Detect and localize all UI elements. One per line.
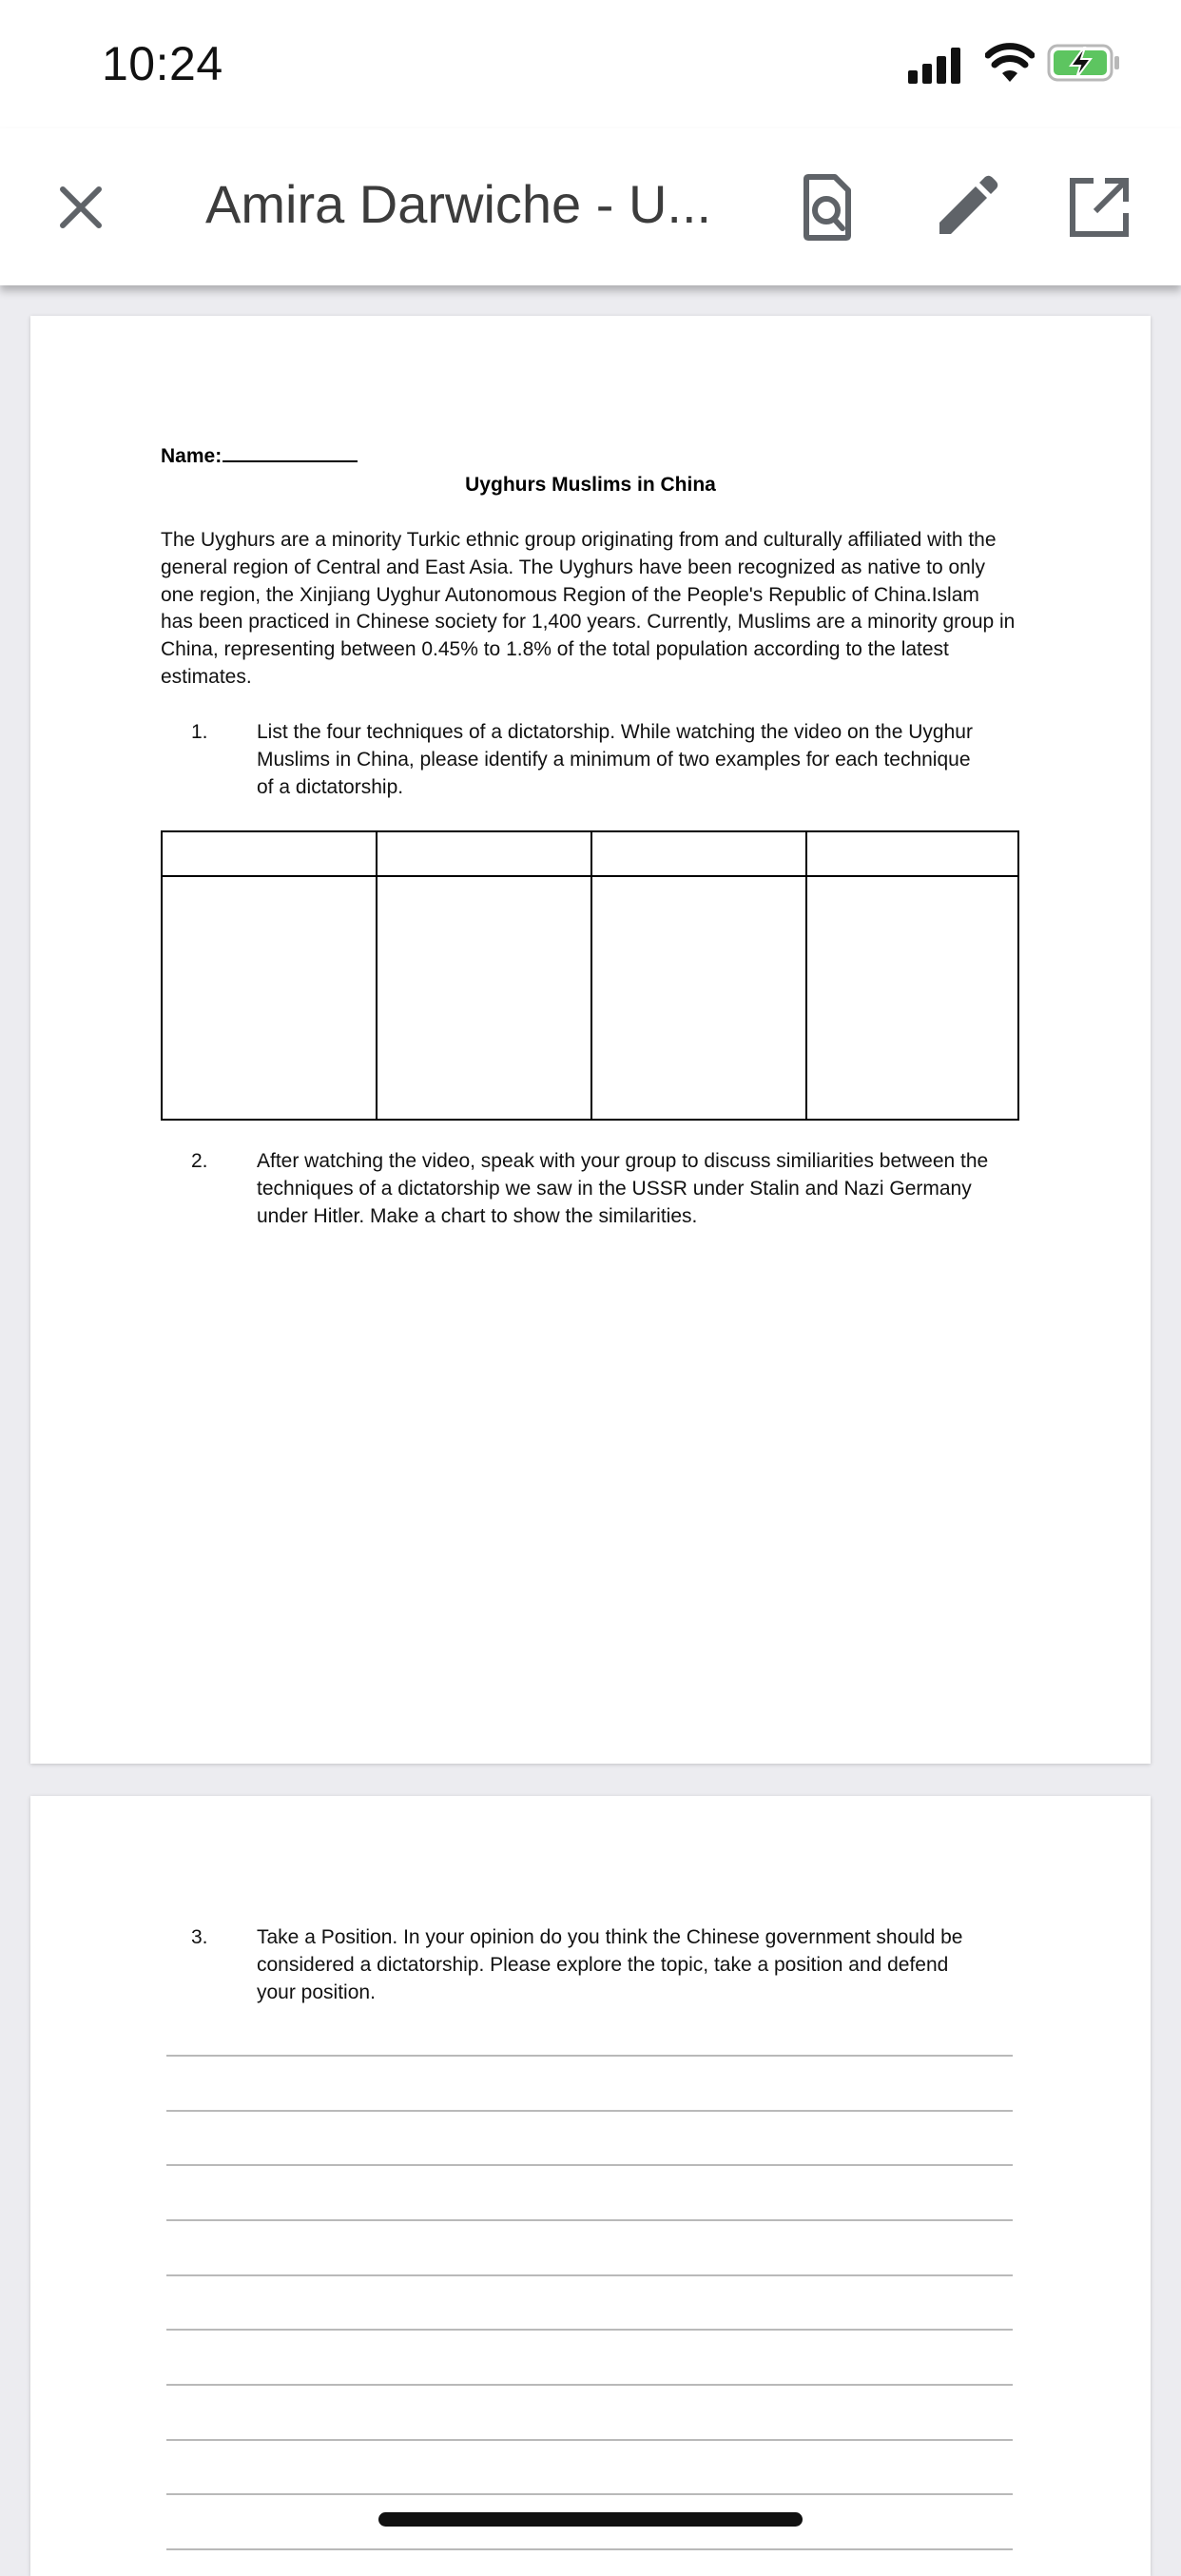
question-1-number: 1. — [191, 721, 208, 743]
worksheet-title: Uyghurs Muslims in China — [465, 474, 716, 496]
battery-charging-icon — [1046, 42, 1122, 84]
app-bar — [0, 128, 1181, 285]
table-header-divider — [163, 875, 1017, 877]
status-time: 10:24 — [102, 37, 223, 90]
question-3-text: Take a Position. In your opinion do you think the Chinese government should be considered a dictatorship. Please explore the topic, take a position and defend your position. — [257, 1926, 963, 2003]
wifi-icon — [985, 42, 1035, 84]
question-2-number: 2. — [191, 1150, 208, 1172]
answer-line — [166, 2493, 1013, 2495]
document-page-2[interactable] — [30, 1796, 1151, 2576]
name-field-label: Name: — [161, 445, 358, 468]
intro-paragraph: The Uyghurs are a minority Turkic ethnic group originating from and culturally affiliated with the general region of Central and East Asia. The Uyghurs have been recognized as native to only one region, the Xinjiang Uyghur Autonomous Region of the People's Republic of China.Islam has been practiced in Chinese society for 1,400 years. Currently, Muslims are a minority group in China, representing between 0.45% to 1.8% of the total population according to the latest estimates. — [161, 529, 1016, 688]
answer-line — [166, 2274, 1013, 2276]
find-in-document-icon[interactable] — [791, 171, 863, 244]
answer-line — [166, 2055, 1013, 2057]
question-3 — [191, 1924, 990, 2006]
edit-pencil-icon[interactable] — [930, 171, 1002, 244]
question-1 — [191, 719, 990, 801]
answer-line — [166, 2219, 1013, 2221]
open-external-icon[interactable] — [1063, 171, 1135, 244]
answer-line — [166, 2329, 1013, 2331]
name-blank-line — [223, 445, 358, 462]
status-bar — [0, 0, 1181, 128]
question-2 — [191, 1148, 990, 1230]
document-page-1[interactable] — [30, 316, 1151, 1764]
question-2-text: After watching the video, speak with your group to discuss similiarities between the techniques of a dictatorship we saw in the USSR under Stalin and Nazi Germany under Hitler. Make a chart to show the similarities. — [257, 1150, 989, 1227]
answer-line — [166, 2164, 1013, 2166]
question-1-text: List the four techniques of a dictatorship. While watching the video on the Uyghur Muslims in China, please identify a minimum of two examples for each technique of a dictatorship. — [257, 721, 973, 798]
answer-line — [166, 2439, 1013, 2441]
answer-line — [166, 2384, 1013, 2386]
close-icon[interactable] — [49, 176, 112, 239]
cellular-signal-icon — [908, 46, 963, 84]
techniques-table — [161, 830, 1019, 1121]
answer-line — [166, 2548, 1013, 2550]
question-3-number: 3. — [191, 1926, 208, 1948]
home-indicator[interactable] — [378, 2512, 803, 2527]
document-title: Amira Darwiche - U... — [205, 174, 712, 234]
answer-line — [166, 2110, 1013, 2112]
